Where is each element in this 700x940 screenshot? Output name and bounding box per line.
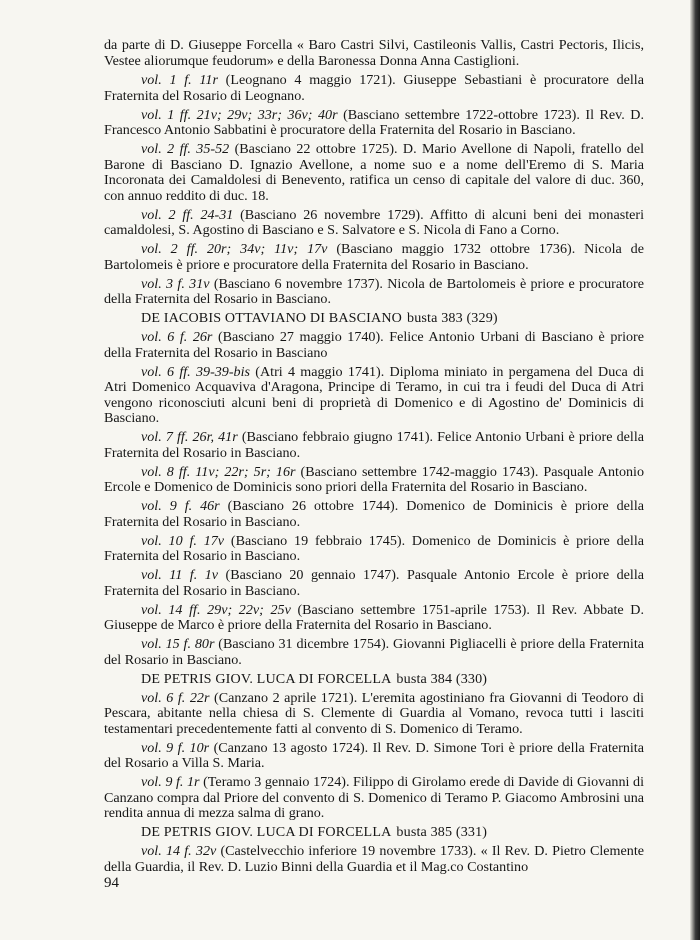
entry-text: (Basciano 26 novembre 1729). Affitto di alcuni beni dei monasteri camaldolesi, S. Agostino di Basciano e S. Salvatore e S. Nicola di Fano a Corno.: [104, 206, 644, 239]
entry-reference: vol. 11 f. 1v: [141, 567, 219, 584]
entry-text: (Basciano settembre 1722-ottobre 1723). Il Rev. D. Francesco Antonio Sabbatini è procuratore della Fraternita del Rosario in Basciano.: [104, 106, 644, 139]
heading-title: DE IACOBIS OTTAVIANO DI BASCIANO: [141, 310, 403, 327]
entry-text: (Basciano 20 gennaio 1747). Pasquale Antonio Ercole è priore della Fraternita del Rosario in Basciano.: [104, 567, 644, 599]
entry-reference: vol. 7 ff. 26r, 41r: [141, 429, 238, 446]
entry-reference: vol. 6 f. 22r: [141, 689, 210, 706]
entry-text: (Basciano settembre 1742-maggio 1743). Pasquale Antonio Ercole e Domenico de Dominicis sono priori della Fraternita del Rosario in Basciano.: [104, 463, 644, 496]
entry-text: (Basciano 26 ottobre 1744). Domenico de Dominicis è priore della Fraternita del Rosario in Basciano.: [104, 498, 644, 530]
entry-reference: vol. 1 f. 11r: [141, 72, 218, 89]
entry-text: (Basciano settembre 1751-aprile 1753). Il Rev. Abbate D. Giuseppe de Marco è priore della Fraternita del Rosario in Basciano.: [104, 601, 644, 634]
heading-title: DE PETRIS GIOV. LUCA DI FORCELLA: [141, 824, 392, 841]
entry-text: (Basciano febbraio giugno 1741). Felice Antonio Urbani è priore della Fraternita del Rosario in Basciano.: [104, 429, 644, 461]
document-body: [104, 38, 644, 879]
archive-entry: [104, 844, 644, 875]
archive-entry: [104, 691, 644, 738]
continued-paragraph: [104, 38, 644, 69]
entry-reference: vol. 1 ff. 21v; 29v; 33r; 36v; 40r: [141, 106, 338, 123]
entry-reference: vol. 2 ff. 24-31: [141, 206, 234, 223]
entry-reference: vol. 9 f. 46r: [141, 498, 220, 515]
section-heading: [104, 672, 644, 688]
archive-entry: [104, 277, 644, 308]
entry-text: (Basciano maggio 1732 ottobre 1736). Nicola de Bartolomeis è priore e procuratore della Fraternita del Rosario in Basciano.: [104, 241, 644, 273]
archive-entry: [104, 365, 644, 427]
entry-reference: vol. 15 f. 80r: [141, 636, 215, 653]
entry-reference: vol. 10 f. 17v: [141, 532, 225, 549]
entry-reference: vol. 14 ff. 29v; 22v; 25v: [141, 601, 291, 618]
entry-text: (Teramo 3 gennaio 1724). Filippo di Girolamo erede di Davide di Giovanni di Canzano compra dal Priore del convento di S. Domenico di Teramo P. Giacomo Ambrosini una rendita annua di mezza salma di grano.: [104, 774, 644, 822]
archive-entry: [104, 208, 644, 239]
section-heading: [104, 825, 644, 841]
entry-text: (Canzano 2 aprile 1721). L'eremita agostiniano fra Giovanni di Teodoro di Pescara, abitante nella chiesa di S. Clemente di Guardia al Vomano, revoca tutti i lasciti testamentari precedentemente fatti al convento di S. Domenico di Teramo.: [104, 689, 644, 737]
archive-entry: [104, 330, 644, 361]
archive-entry: [104, 430, 644, 461]
entry-reference: vol. 2 ff. 35-52: [141, 141, 230, 158]
entry-text: (Basciano 31 dicembre 1754). Giovanni Pigliacelli è priore della Fraternita del Rosario in Basciano.: [104, 636, 644, 668]
entry-text: (Basciano 22 ottobre 1725). D. Mario Avellone di Napoli, fratello del Barone di Basciano D. Ignazio Avellone, a nome suo e a nome dell'Eremo di S. Maria Incoronata dei Camaldolesi di Benevento, ratifica un censo di capitale del valore di duc. 360, con annuo reddito di duc. 18.: [104, 141, 644, 204]
entry-reference: vol. 8 ff. 11v; 22r; 5r; 16r: [141, 463, 296, 480]
entry-reference: vol. 3 f. 31v: [141, 275, 210, 292]
archive-entry: [104, 568, 644, 599]
section-heading: [104, 311, 644, 327]
entry-reference: vol. 2 ff. 20r; 34v; 11v; 17v: [141, 241, 328, 258]
entry-text: (Castelvecchio inferiore 19 novembre 1733). « Il Rev. D. Pietro Clemente della Guardia, il Rev. D. Luzio Binni della Guardia et il Mag.co Costantino: [104, 843, 644, 875]
archive-entry: [104, 142, 644, 204]
entry-text: (Basciano 19 febbraio 1745). Domenico de Dominicis è priore della Fraternita del Rosario in Basciano.: [104, 532, 644, 565]
archive-entry: [104, 499, 644, 530]
archive-entry: [104, 242, 644, 273]
archive-entry: [104, 465, 644, 496]
archive-entry: [104, 603, 644, 634]
entry-text: (Canzano 13 agosto 1724). Il Rev. D. Simone Tori è priore della Fraternita del Rosario a Villa S. Maria.: [104, 739, 644, 772]
heading-busta: busta 384 (330): [396, 670, 488, 687]
paragraph-text: da parte di D. Giuseppe Forcella « Baro Castri Silvi, Castileonis Vallis, Castri Pectoris, Ilicis, Vestee aliorumque feudorum» e della Baronessa Donna Anna Castiglioni.: [104, 37, 644, 69]
heading-busta: busta 385 (331): [396, 824, 488, 841]
entry-text: (Basciano 6 novembre 1737). Nicola de Bartolomeis è priore e procuratore della Fraternita del Rosario in Basciano.: [104, 275, 644, 308]
archive-entry: [104, 73, 644, 104]
entry-text: (Leognano 4 maggio 1721). Giuseppe Sebastiani è procuratore della Fraternita del Rosario di Leognano.: [104, 72, 644, 104]
entry-reference: vol. 6 f. 26r: [141, 329, 213, 346]
entry-reference: vol. 6 ff. 39-39-bis: [141, 363, 250, 380]
archive-entry: [104, 534, 644, 565]
entry-reference: vol. 9 f. 10r: [141, 739, 210, 756]
entry-reference: vol. 14 f. 32v: [141, 843, 217, 860]
entry-text: (Basciano 27 maggio 1740). Felice Antonio Urbani di Basciano è priore della Fraternita del Rosario in Basciano: [104, 329, 644, 361]
entry-text: (Atri 4 maggio 1741). Diploma miniato in pergamena del Duca di Atri Domenico Acquaviva d'Aragona, Principe di Teramo, in cui tra i feudi del Duca di Atri vengono riconosciuti alcuni beni di proprietà di Domenico e di Agostino de' Dominicis di Basciano.: [104, 363, 644, 427]
archive-entry: [104, 637, 644, 668]
heading-title: DE PETRIS GIOV. LUCA DI FORCELLA: [141, 670, 392, 687]
archive-entry: [104, 775, 644, 822]
page-edge-shadow: [690, 0, 700, 940]
heading-busta: busta 383 (329): [407, 310, 498, 327]
page-number: 94: [104, 875, 119, 891]
entry-reference: vol. 9 f. 1r: [141, 774, 200, 791]
archive-entry: [104, 108, 644, 139]
archive-entry: [104, 741, 644, 772]
